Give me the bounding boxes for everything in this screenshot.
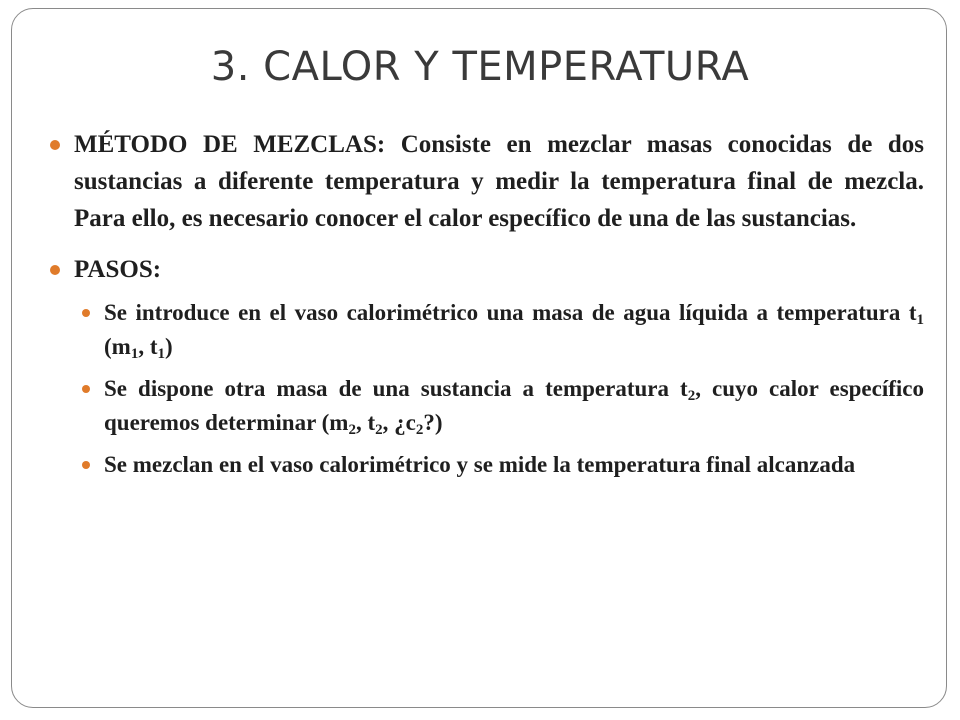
step-2 xyxy=(80,372,924,440)
step1-text: Se introduce en el vaso calorimétrico una masa de agua líquida a temperatura $t_1$ ($m_1$, $t_1$) xyxy=(104,300,924,362)
sub-bullet-dot-icon xyxy=(82,309,90,317)
pasos-label: PASOS: xyxy=(74,256,162,283)
step-3 xyxy=(80,448,924,482)
sub-bullet-dot-icon xyxy=(82,461,90,469)
sub-bullet-dot-icon xyxy=(82,385,90,393)
step3-text: Se mezclan en el vaso calorimétrico y se mide la temperatura final alcanzada xyxy=(104,452,856,477)
slide-title: 3. CALOR Y TEMPERATURA xyxy=(210,44,750,90)
step2-text: Se dispone otra masa de una sustancia a temperatura $t_2$, cuyo calor específico queremos determinar ($m_2$, $t_2$, ¿$c_2$?) xyxy=(104,376,924,438)
slide-content xyxy=(48,126,924,482)
metodo-text: MÉTODO DE MEZCLAS: Consiste en mezclar masas conocidas de dos sustancias a diferente temperatura y medir la temperatura final de mezcla. Para ello, es necesario conocer el calor específico de una de las sustancias. xyxy=(74,131,924,232)
bullet-pasos xyxy=(48,251,924,288)
bullet-dot-icon xyxy=(50,140,60,150)
bullet-dot-icon xyxy=(50,265,60,275)
bullet-metodo xyxy=(48,126,924,237)
step-1 xyxy=(80,296,924,364)
